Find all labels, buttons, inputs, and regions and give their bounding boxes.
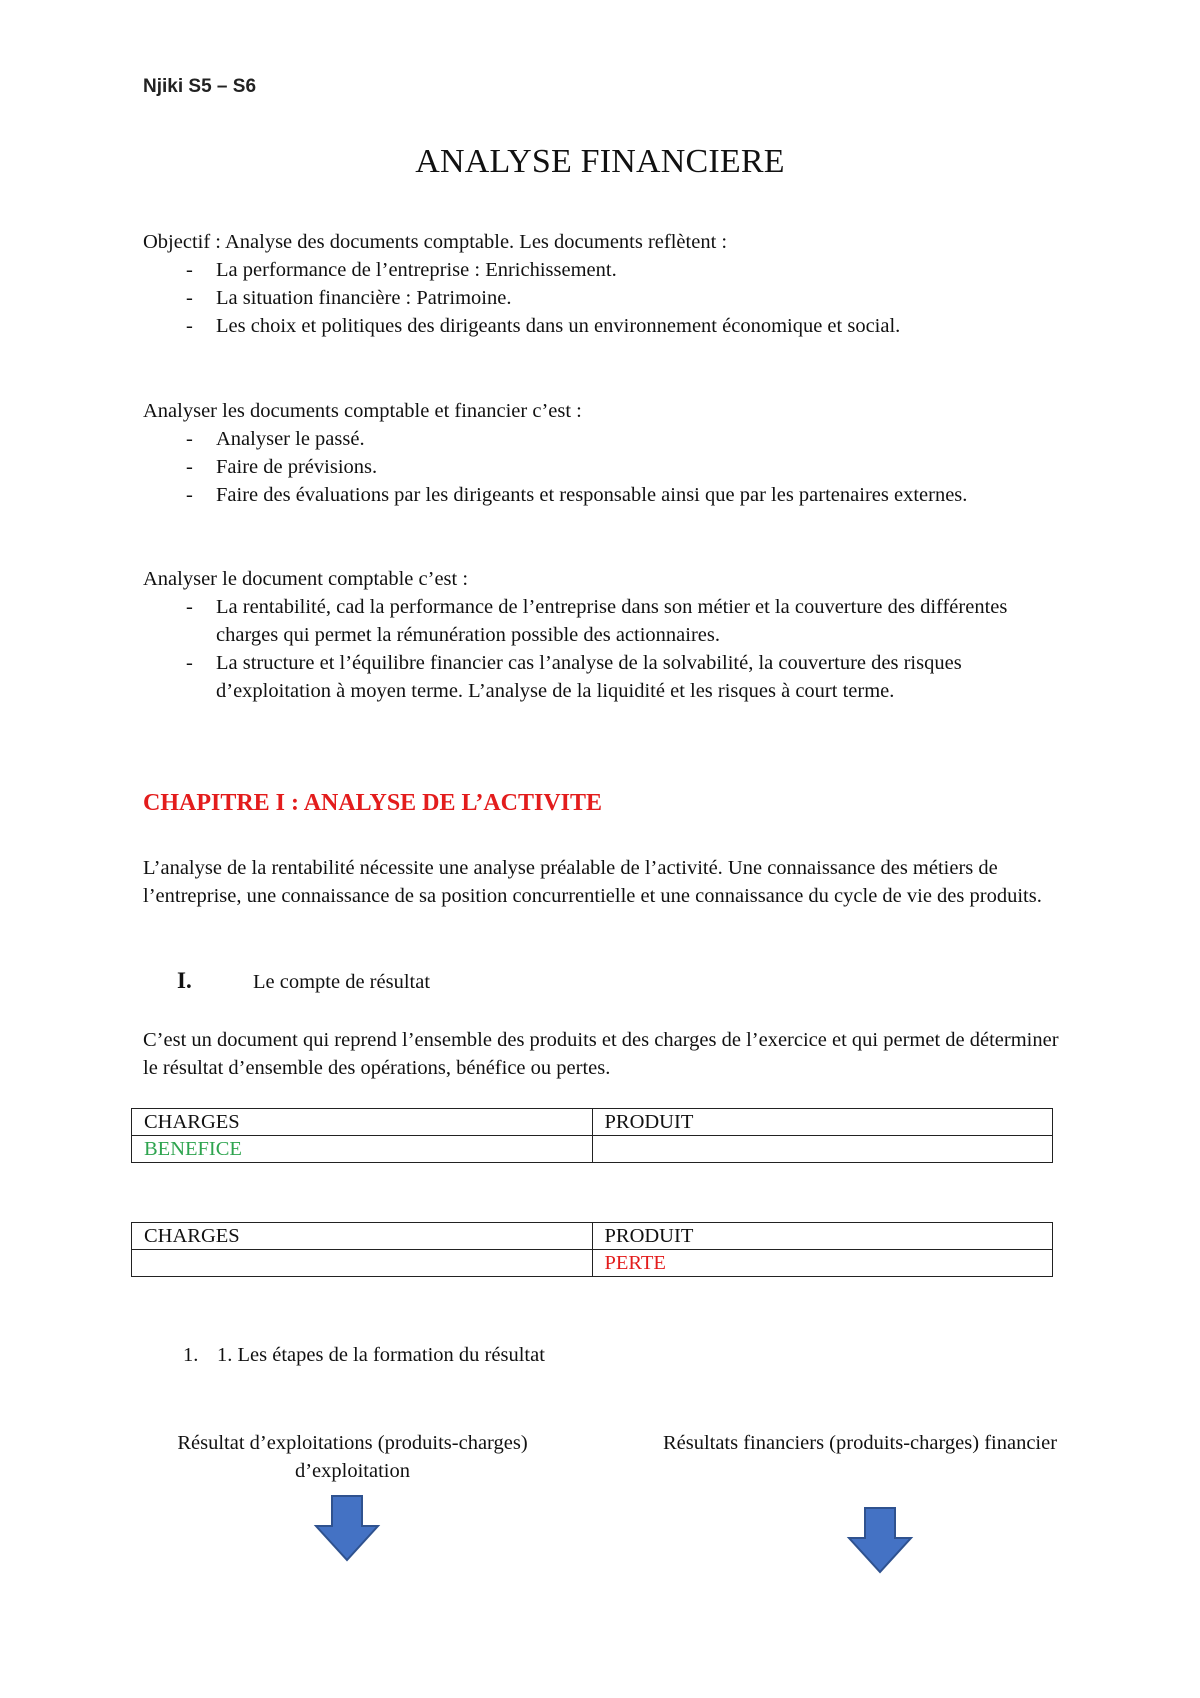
- analyse-docs-list: [143, 425, 1043, 509]
- section-title: Le compte de résultat: [253, 971, 431, 993]
- table-row: [132, 1109, 1053, 1136]
- page-header: Njiki S5 – S6: [143, 76, 257, 97]
- table-cell-perte: PERTE: [592, 1250, 1053, 1277]
- result-table-perte: [131, 1222, 1053, 1277]
- list-item: - La structure et l’équilibre financier cas l’analyse de la solvabilité, la couverture des risques d’exploitation à moyen terme. L’analyse de la liquidité et les risques à court terme.: [143, 649, 1053, 705]
- chapter-paragraph: L’analyse de la rentabilité nécessite une analyse préalable de l’activité. Une connaissance des métiers de l’entreprise, une connaissance de sa position concurrentielle et une connaissance du cycle de vie des produits.: [143, 857, 1042, 907]
- table-cell: PRODUIT: [592, 1223, 1053, 1250]
- result-table-benefice: [131, 1108, 1053, 1163]
- analyse-doc-lead: Analyser le document comptable c’est :: [143, 568, 469, 590]
- table-cell-benefice: BENEFICE: [132, 1136, 593, 1163]
- list-item: - Analyser le passé.: [143, 425, 1043, 453]
- subsection-title: 1. Les étapes de la formation du résultat: [217, 1344, 545, 1366]
- table-cell: CHARGES: [132, 1109, 593, 1136]
- list-item: - Faire de prévisions.: [143, 453, 1043, 481]
- table-row: [132, 1223, 1053, 1250]
- section-number: I.: [177, 968, 192, 993]
- analyse-docs-lead: Analyser les documents comptable et financier c’est :: [143, 400, 582, 422]
- objective-lead: Objectif : Analyse des documents comptable. Les documents reflètent :: [143, 231, 728, 253]
- table-row: [132, 1136, 1053, 1163]
- list-item: - Les choix et politiques des dirigeants dans un environnement économique et social.: [143, 312, 1063, 340]
- diagram-left-label: Résultat d’exploitations (produits-charges) d’exploitation: [177, 1432, 528, 1482]
- section-paragraph: C’est un document qui reprend l’ensemble des produits et des charges de l’exercice et qui permet de déterminer le résultat d’ensemble des opérations, bénéfice ou pertes.: [143, 1029, 1059, 1079]
- chapter-title: CHAPITRE I : ANALYSE DE L’ACTIVITE: [143, 790, 603, 816]
- subsection-number: 1.: [183, 1344, 199, 1366]
- section-heading: [177, 968, 430, 994]
- table-cell: CHARGES: [132, 1223, 593, 1250]
- objective-list: [143, 256, 1063, 340]
- document-title: ANALYSE FINANCIERE: [415, 143, 785, 180]
- list-item: - La rentabilité, cad la performance de l’entreprise dans son métier et la couverture des différentes charges qui permet la rémunération possible des actionnaires.: [143, 593, 1053, 649]
- diagram-right-label: Résultats financiers (produits-charges) financier: [662, 1432, 1058, 1454]
- list-item: - La performance de l’entreprise : Enrichissement.: [143, 256, 1063, 284]
- list-item: - Faire des évaluations par les dirigeants et responsable ainsi que par les partenaires externes.: [143, 481, 1043, 509]
- table-cell: [132, 1250, 593, 1277]
- down-arrow-icon: [845, 1506, 915, 1576]
- table-row: [132, 1250, 1053, 1277]
- down-arrow-icon: [312, 1494, 382, 1564]
- analyse-doc-list: [143, 593, 1053, 705]
- list-item: - La situation financière : Patrimoine.: [143, 284, 1063, 312]
- table-cell: [592, 1136, 1053, 1163]
- table-cell: PRODUIT: [592, 1109, 1053, 1136]
- subsection-heading: [183, 1344, 545, 1367]
